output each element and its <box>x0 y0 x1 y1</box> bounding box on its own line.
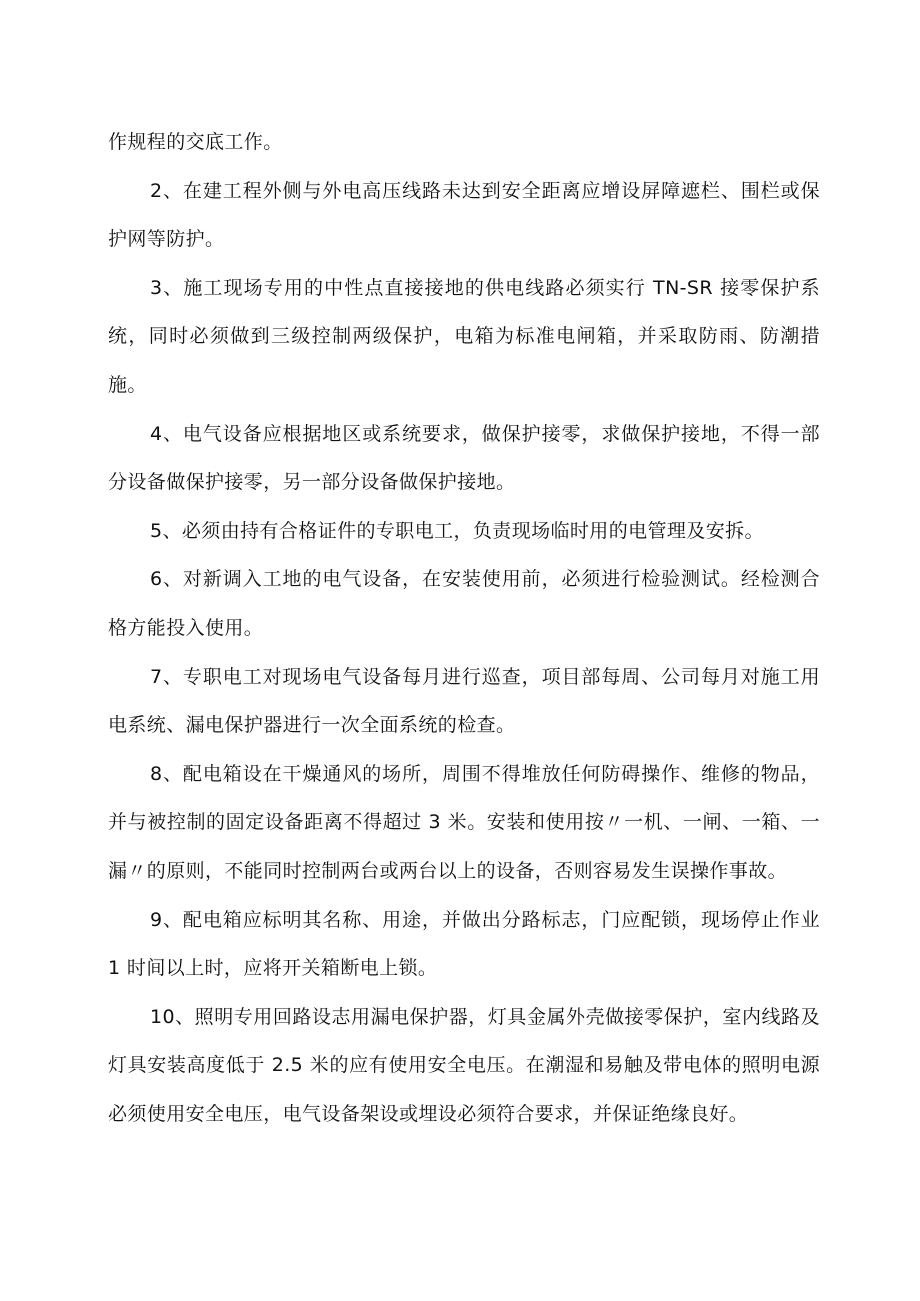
paragraph-item-8: 8、配电箱设在干燥通风的场所，周围不得堆放任何防碍操作、维修的物品，并与被控制的固定设备距离不得超过 3 米。安装和使用按〃一机、一闸、一箱、一漏〃的原则，不能同时控制两台或两台以上的设备，否则容易发生误操作事故。 <box>108 762 820 882</box>
paragraph-item-4: 4、电气设备应根据地区或系统要求，做保护接零，求做保护接地，不得一部分设备做保护接零，另一部分设备做保护接地。 <box>108 422 820 494</box>
paragraph-item-6: 6、对新调入工地的电气设备，在安装使用前，必须进行检验测试。经检测合格方能投入使用。 <box>108 568 820 639</box>
paragraph-item-2: 2、在建工程外侧与外电高压线路未达到安全距离应增设屏障遮栏、围栏或保护网等防护。 <box>108 179 820 251</box>
paragraph-item-5: 5、必须由持有合格证件的专职电工，负责现场临时用的电管理及安拆。 <box>150 519 764 542</box>
paragraph-item-7: 7、专职电工对现场电气设备每月进行巡查，项目部每周、公司每月对施工用电系统、漏电保护器进行一次全面系统的检查。 <box>108 665 820 737</box>
paragraph-item-10: 10、照明专用回路设志用漏电保护器，灯具金属外壳做接零保护，室内线路及灯具安装高度低于 2.5 米的应有使用安全电压。在潮湿和易触及带电体的照明电源必须使用安全电压，电气设备架设或埋设必须符合要求，并保证绝缘良好。 <box>108 1005 820 1125</box>
body-text <box>108 118 820 1138</box>
paragraph-item-9: 9、配电箱应标明其名称、用途，并做出分路标志，门应配锁，现场停止作业 1 时间以上时，应将开关箱断电上锁。 <box>108 908 820 980</box>
paragraph-item-3: 3、施工现场专用的中性点直接接地的供电线路必须实行 TN-SR 接零保护系统，同时必须做到三级控制两级保护，电箱为标准电闸箱，并采取防雨、防潮措施。 <box>108 276 820 396</box>
paragraph-continuation: 作规程的交底工作。 <box>108 131 283 153</box>
